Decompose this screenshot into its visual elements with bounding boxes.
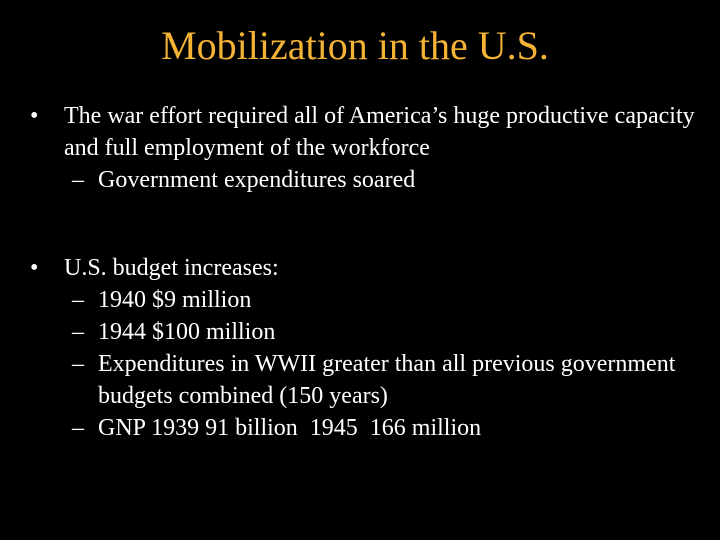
bullet-item	[30, 252, 700, 284]
sub-bullet-text: Expenditures in WWII greater than all previous government budgets combined (150 years)	[98, 351, 676, 409]
sub-bullet-text: GNP 1939 91 billion 1945 166 million	[98, 415, 482, 441]
dash-icon: –	[72, 167, 84, 193]
spacer	[30, 196, 700, 252]
slide-title: Mobilization in the U.S.	[161, 23, 549, 68]
sub-bullet-item	[30, 164, 700, 196]
sub-bullet-item	[30, 348, 700, 412]
dash-icon: –	[72, 351, 84, 377]
bullet-item	[30, 100, 700, 164]
sub-bullet-text: 1940 $9 million	[98, 287, 252, 313]
bullet-text: U.S. budget increases:	[64, 255, 279, 281]
sub-bullet-item	[30, 284, 700, 316]
sub-bullet-item	[30, 316, 700, 348]
bullet-text: The war effort required all of America’s huge productive capacity and full employment of the workforce	[64, 103, 695, 161]
dash-icon: –	[72, 287, 84, 313]
sub-bullet-item	[30, 412, 700, 444]
sub-bullet-text: Government expenditures soared	[98, 167, 416, 193]
slide-body	[30, 100, 700, 444]
dash-icon: –	[72, 415, 84, 441]
dash-icon: –	[72, 319, 84, 345]
sub-bullet-text: 1944 $100 million	[98, 319, 276, 345]
bullet-icon: •	[30, 103, 39, 129]
bullet-icon: •	[30, 255, 39, 281]
